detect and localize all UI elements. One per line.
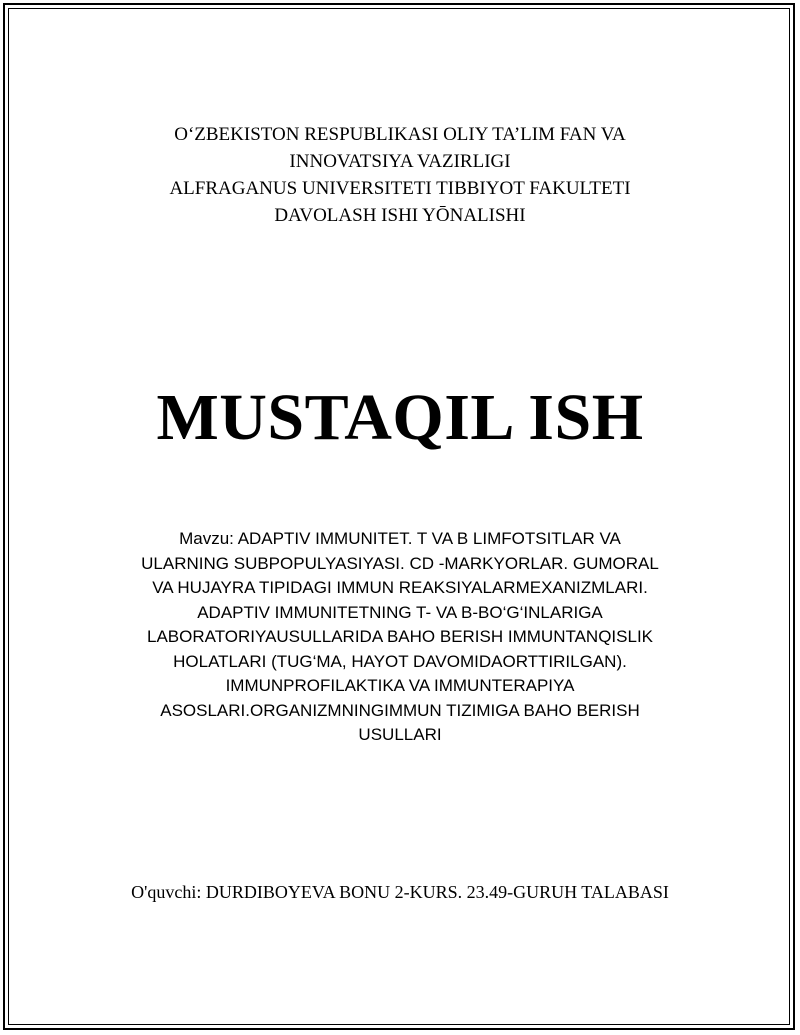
topic-line: ADAPTIV IMMUNITETNING T- VA B-BO‘G‘INLARIGA — [197, 602, 603, 622]
topic-line: VA HUJAYRA TIPIDAGI IMMUN REAKSIYALARMEXANIZMLARI. — [152, 578, 648, 597]
topic-line: USULLARI — [358, 725, 442, 744]
topic-line: ULARNING SUBPOPULYASIYASI. CD -MARKYORLAR. GUMORAL — [141, 553, 659, 573]
header-line: INNOVATSIYA VAZIRLIGI — [289, 151, 511, 172]
student-info: O'quvchi: DURDIBOYEVA BONU 2-KURS. 23.49-GURUH TALABASI — [131, 882, 669, 902]
topic-block — [0, 527, 800, 748]
header-line: ALFRAGANUS UNIVERSITETI TIBBIYOT FAKULTETI — [169, 178, 631, 199]
topic-line: HOLATLARI (TUG‘MA, HAYOT DAVOMIDAORTTIRILGAN). — [173, 651, 627, 671]
topic-line: Mavzu: ADAPTIV IMMUNITET. T VA B LIMFOTSITLAR VA — [179, 529, 621, 548]
topic-line: LABORATORIYAUSULLARIDA BAHO BERISH IMMUNTANQISLIK — [146, 627, 654, 646]
document-title: MUSTAQIL ISH — [156, 381, 644, 454]
institution-header — [0, 121, 800, 229]
header-line: DAVOLASH ISHI YŌNALISHI — [274, 205, 526, 226]
topic-line: IMMUNPROFILAKTIKA VA IMMUNTERAPIYA — [225, 676, 575, 695]
header-line: O‘ZBEKISTON RESPUBLIKASI OLIY TA’LIM FAN VA — [174, 124, 626, 145]
topic-line: ASOSLARI.ORGANIZMNINGIMMUN TIZIMIGA BAHO BERISH — [160, 700, 640, 720]
